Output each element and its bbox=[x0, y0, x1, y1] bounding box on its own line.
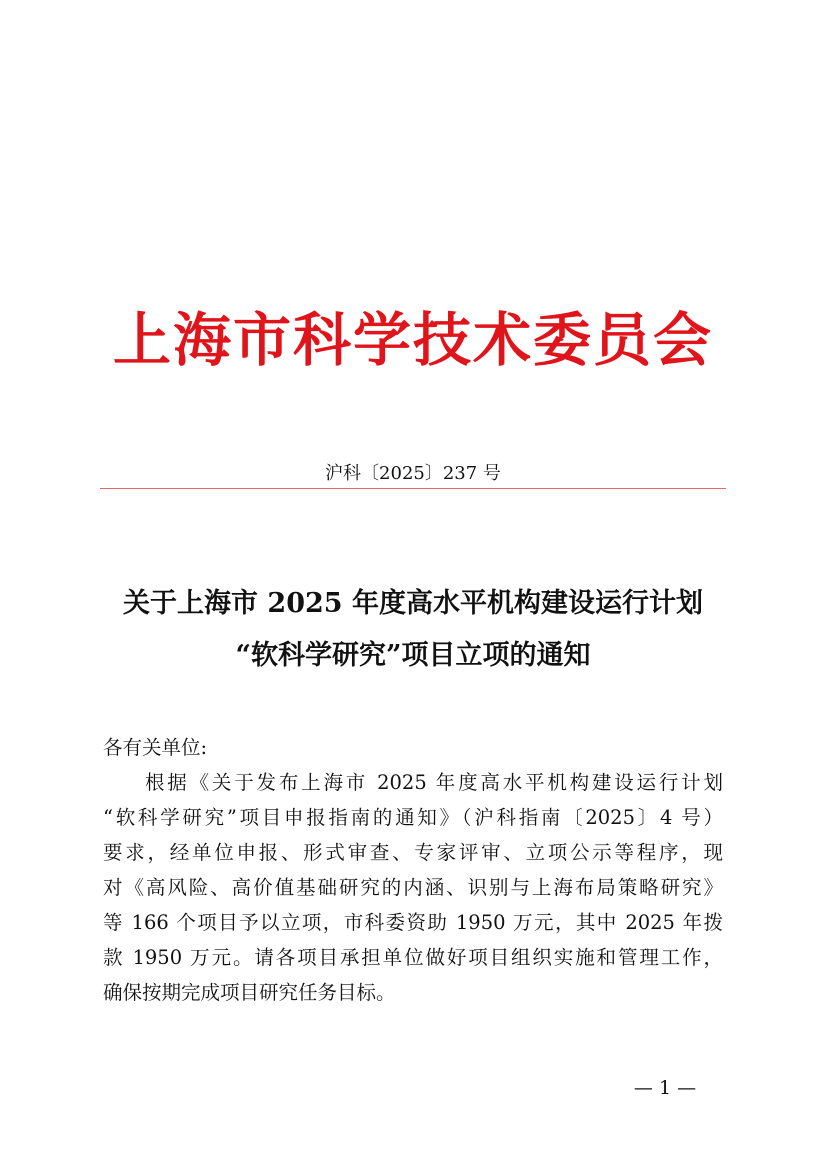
notice-title bbox=[60, 578, 766, 682]
document-number: 沪科〔2025〕237 号 bbox=[325, 463, 501, 484]
body-line: 对《高风险、高价值基础研究的内涵、识别与上海布局策略研究》 bbox=[103, 876, 723, 899]
notice-title-line-2: “软科学研究”项目立项的通知 bbox=[235, 640, 591, 671]
body-line-last: 确保按期完成项目研究任务目标。 bbox=[103, 981, 396, 1004]
notice-body bbox=[103, 730, 723, 1010]
body-line: 要求，经单位申报、形式审查、专家评审、立项公示等程序，现 bbox=[103, 841, 723, 864]
notice-title-line-1: 关于上海市 2025 年度高水平机构建设运行计划 bbox=[123, 588, 703, 619]
issuing-organization-title: 上海市科学技术委员会 bbox=[112, 306, 713, 374]
red-separator-line bbox=[100, 488, 726, 489]
body-line: 款 1950 万元。请各项目承担单位做好项目组织实施和管理工作， bbox=[103, 946, 723, 969]
page-number: — 1 — bbox=[633, 1077, 697, 1099]
body-line: 根据《关于发布上海市 2025 年度高水平机构建设运行计划 bbox=[145, 771, 723, 794]
body-line: “软科学研究”项目申报指南的通知》（沪科指南〔2025〕4 号） bbox=[103, 806, 723, 829]
salutation: 各有关单位: bbox=[103, 736, 208, 759]
body-line: 等 166 个项目予以立项，市科委资助 1950 万元，其中 2025 年拨 bbox=[103, 911, 723, 934]
